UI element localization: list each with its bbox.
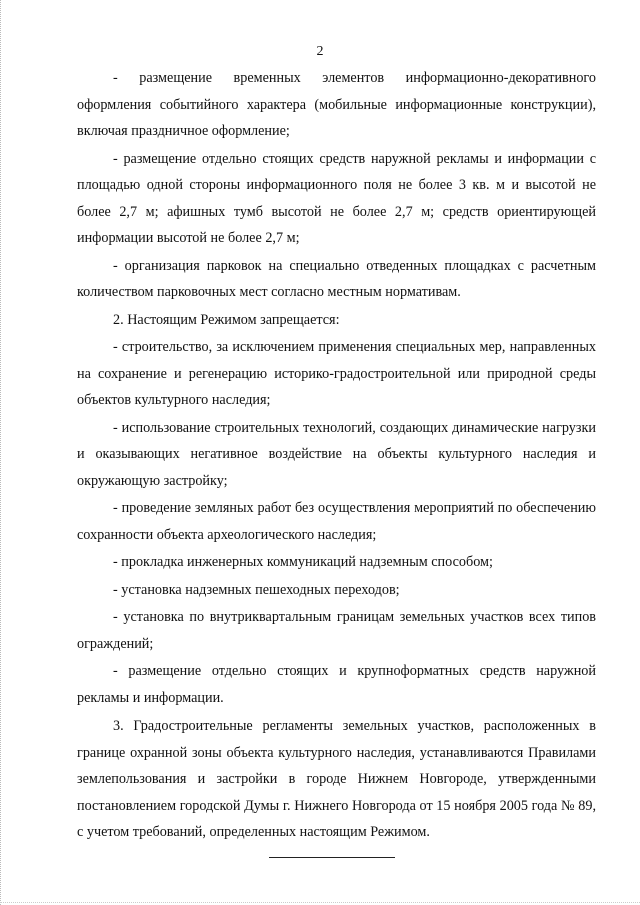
paragraph-large-ads: - размещение отдельно стоящих и крупноформатных средств наружной рекламы и информации.: [77, 663, 596, 706]
paragraph-technologies: - использование строительных технологий, создающих динамические нагрузки и оказывающих негативное воздействие на объекты культурного наследия и окружающую застройку;: [77, 419, 596, 489]
paragraph-construction: - строительство, за исключением применения специальных мер, направленных на сохранение и регенерацию историко-градостроительной или природной среды объектов культурного наследия;: [77, 339, 596, 408]
end-divider: [269, 857, 395, 858]
page-edge-bottom: [0, 901, 640, 903]
paragraph-outdoor-ads: - размещение отдельно стоящих средств наружной рекламы и информации с площадью одной стороны информационного поля не более 3 кв. м и высотой не более 2,7 м; афишных тумб высотой не более 2,7 м; средств ориентирующей информации высотой не более 2,7 м;: [77, 150, 596, 246]
paragraph-utilities: - прокладка инженерных коммуникаций надземным способом;: [113, 554, 493, 570]
paragraph-prohibitions-heading: 2. Настоящим Режимом запрещается:: [113, 311, 340, 328]
paragraph-pedestrian-crossings: - установка надземных пешеходных переходов;: [113, 581, 400, 598]
document-body: [77, 65, 596, 847]
paragraph-fences: - установка по внутриквартальным границам земельных участков всех типов ограждений;: [77, 609, 596, 652]
paragraph-parking: - организация парковок на специально отведенных площадках с расчетным количеством парковочных мест согласно местным нормативам.: [77, 257, 596, 300]
page-edge-left: [0, 0, 2, 905]
page-number: 2: [316, 44, 324, 59]
paragraph-regulations: 3. Градостроительные регламенты земельных участков, расположенных в границе охранной зоны объекта культурного наследия, устанавливаются Правилами землепользования и застройки в городе Нижнем Новгороде, утвержденными постановлением городской Думы г. Нижнего Новгорода от 15 ноября 2005 года № 89, с учетом требований, определенных настоящим Режимом.: [77, 718, 596, 840]
paragraph-earthworks: - проведение земляных работ без осуществления мероприятий по обеспечению сохранности объекта археологического наследия;: [77, 500, 596, 543]
paragraph-temporary-decor: - размещение временных элементов информационно-декоративного оформления событийного характера (мобильные информационные конструкции), включая праздничное оформление;: [77, 70, 596, 139]
